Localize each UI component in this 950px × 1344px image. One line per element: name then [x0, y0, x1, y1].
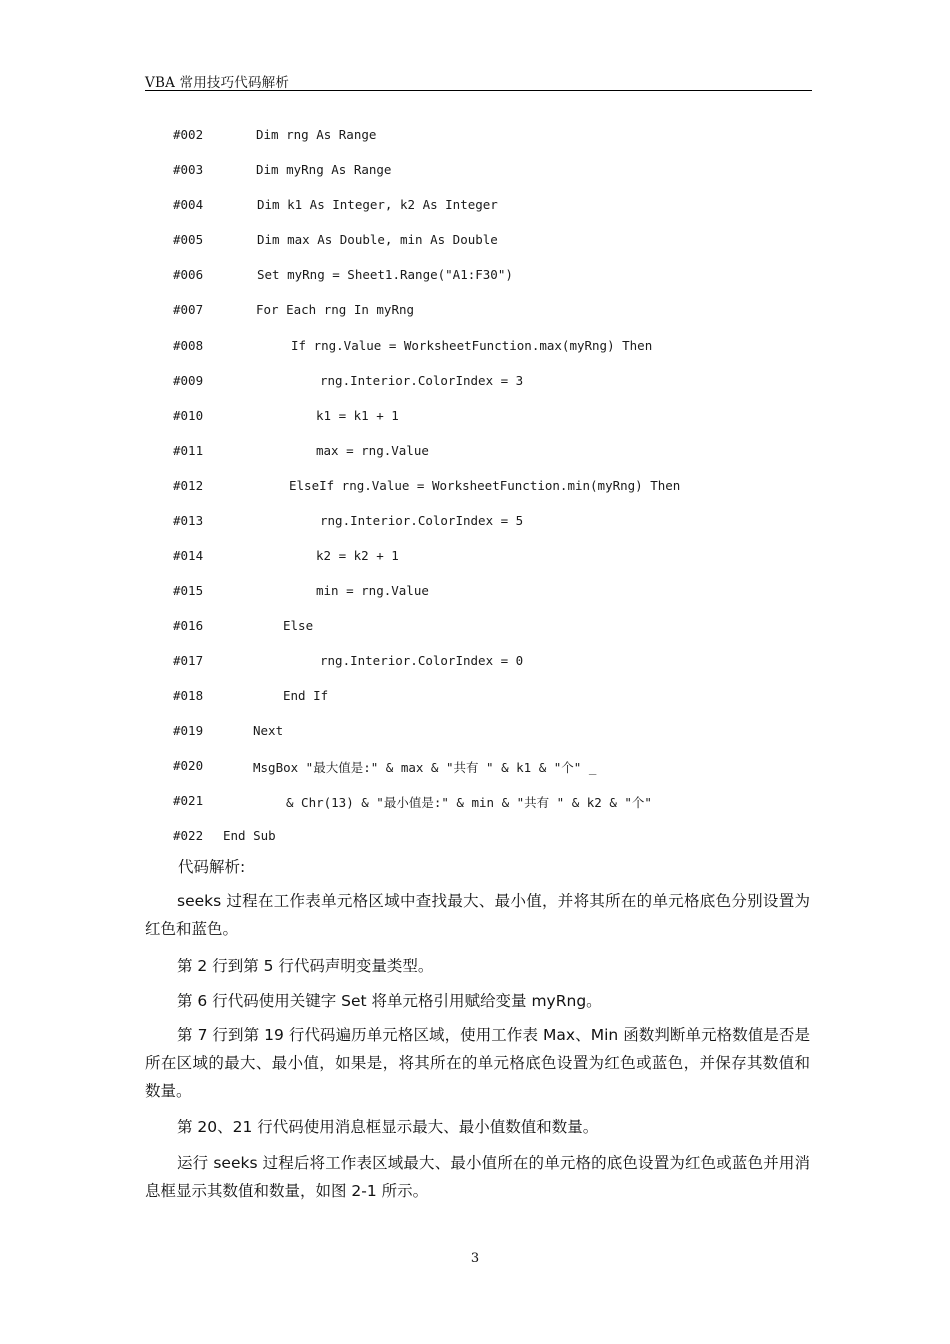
code-text: Dim rng As Range [256, 127, 377, 142]
code-text: ElseIf rng.Value = WorksheetFunction.min(myRng) Then [289, 478, 681, 493]
line-number: #020 [173, 758, 204, 773]
code-text: Dim k1 As Integer, k2 As Integer [257, 197, 498, 212]
line-number: #019 [173, 723, 204, 738]
code-text: If rng.Value = WorksheetFunction.max(myRng) Then [291, 338, 653, 353]
line-number: #016 [173, 618, 204, 633]
code-line [173, 548, 399, 566]
page-number: 3 [470, 1251, 480, 1266]
header-title: VBA 常用技巧代码解析 [145, 75, 290, 91]
explanation-paragraph: 运行 seeks 过程后将工作表区域最大、最小值所在的单元格的底色设置为红色或蓝色并用消息框显示其数值和数量，如图 2-1 所示。 [145, 1154, 810, 1200]
line-number: #021 [173, 793, 204, 808]
line-number: #003 [173, 162, 204, 177]
line-number: #006 [173, 267, 204, 282]
code-line [173, 197, 498, 215]
code-text: Else [283, 618, 314, 633]
code-line [173, 583, 429, 601]
code-line [173, 162, 392, 180]
code-text: rng.Interior.ColorIndex = 3 [320, 373, 524, 388]
code-line [173, 338, 653, 356]
code-line [173, 373, 524, 391]
line-number: #009 [173, 373, 204, 388]
line-number: #002 [173, 127, 204, 142]
line-number: #022 [173, 828, 204, 843]
code-line [173, 478, 681, 496]
code-line [173, 828, 276, 846]
code-text: MsgBox "最大值是:" & max & "共有 " & k1 & "个" _ [253, 760, 597, 775]
code-text: End Sub [223, 828, 276, 843]
code-line [173, 127, 377, 145]
line-number: #012 [173, 478, 204, 493]
line-number: #008 [173, 338, 204, 353]
line-number: #018 [173, 688, 204, 703]
page-header [145, 70, 812, 91]
line-number: #015 [173, 583, 204, 598]
line-number: #004 [173, 197, 204, 212]
code-line [173, 688, 329, 706]
code-text: rng.Interior.ColorIndex = 0 [320, 653, 524, 668]
explanation-paragraph: 第 6 行代码使用关键字 Set 将单元格引用赋给变量 myRng。 [177, 992, 602, 1010]
code-text: & Chr(13) & "最小值是:" & min & "共有 " & k2 & "个" [286, 795, 652, 810]
code-text: Dim myRng As Range [256, 162, 392, 177]
line-number: #007 [173, 302, 204, 317]
code-line [173, 793, 652, 811]
line-number: #005 [173, 232, 204, 247]
code-text: max = rng.Value [316, 443, 429, 458]
code-text: For Each rng In myRng [256, 302, 415, 317]
line-number: #017 [173, 653, 204, 668]
explanation-heading: 代码解析: [178, 858, 246, 876]
code-line [173, 618, 314, 636]
code-line [173, 408, 399, 426]
line-number: #011 [173, 443, 204, 458]
line-number: #014 [173, 548, 204, 563]
code-line [173, 232, 498, 250]
code-text: Next [253, 723, 284, 738]
explanation-paragraph: 第 20、21 行代码使用消息框显示最大、最小值数值和数量。 [177, 1118, 599, 1136]
code-line [173, 443, 429, 461]
line-number: #013 [173, 513, 204, 528]
code-line [173, 513, 524, 531]
code-text: Set myRng = Sheet1.Range("A1:F30") [257, 267, 513, 282]
explanation-paragraph: 第 2 行到第 5 行代码声明变量类型。 [177, 957, 434, 975]
code-text: End If [283, 688, 329, 703]
explanation-paragraph: 第 7 行到第 19 行代码遍历单元格区域，使用工作表 Max、Min 函数判断单元格数值是否是所在区域的最大、最小值，如果是，将其所在的单元格底色设置为红色或蓝色，并保存其数值和数量。 [145, 1026, 810, 1100]
code-text: min = rng.Value [316, 583, 429, 598]
code-text: Dim max As Double, min As Double [257, 232, 498, 247]
code-line [173, 267, 513, 285]
code-text: k2 = k2 + 1 [316, 548, 399, 563]
code-line [173, 758, 597, 776]
code-line [173, 653, 524, 671]
code-text: k1 = k1 + 1 [316, 408, 399, 423]
explanation-paragraph: seeks 过程在工作表单元格区域中查找最大、最小值，并将其所在的单元格底色分别设置为红色和蓝色。 [145, 892, 810, 938]
code-line [173, 302, 415, 320]
code-text: rng.Interior.ColorIndex = 5 [320, 513, 524, 528]
line-number: #010 [173, 408, 204, 423]
code-line [173, 723, 284, 741]
